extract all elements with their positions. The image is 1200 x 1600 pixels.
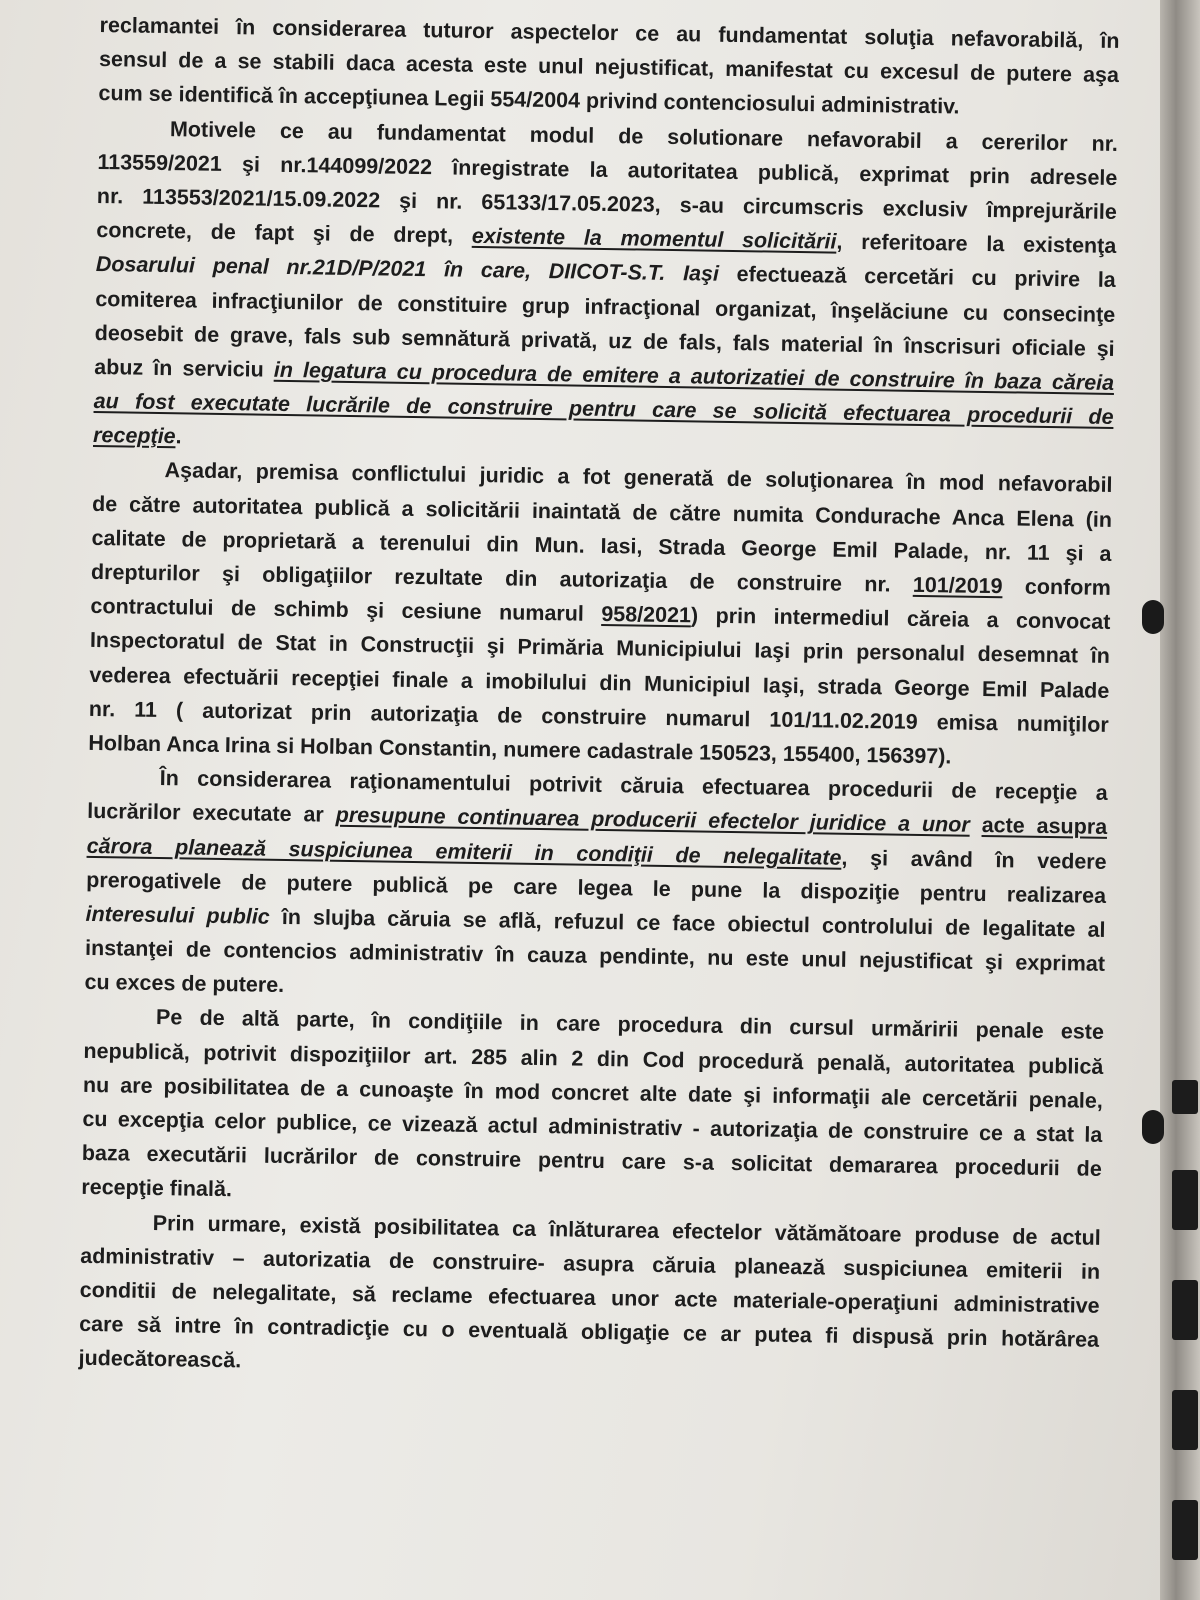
binder-tab <box>1172 1170 1198 1230</box>
text-run: in legatura cu procedura de emitere a autorizatiei de construire în baza căreia <box>273 357 1115 395</box>
text-run: vederea efectuării recepţiei finale a imobilului din Municipiul Iaşi, strada George Emil Palade <box>89 662 1110 703</box>
text-run: , şi având în vedere <box>841 845 1107 874</box>
text-run: efectuează cercetări cu privire la <box>718 262 1116 293</box>
text-run: 958/2021 <box>601 602 692 628</box>
text-run: în slujba căruia se află, refuzul ce face obiectul controlului de legalitate al <box>269 904 1106 942</box>
text-run: cărora planează suspiciunea emiterii in condiţii de nelegalitate <box>86 833 842 870</box>
text-run: concrete, de fapt şi de drept, <box>96 218 473 248</box>
text-run: care să intre în contradicţie cu o eventuală obligaţie ce ar putea fi dispusă prin hotărârea <box>79 1311 1100 1352</box>
paragraph <box>93 111 1118 469</box>
punch-hole <box>1142 600 1164 634</box>
text-run: acte asupra <box>981 813 1108 840</box>
text-run: existente la momentul solicitării <box>471 223 837 254</box>
text-run: ) prin intermediul căreia a convocat <box>690 603 1111 635</box>
text-run: interesului public <box>85 901 270 929</box>
text-run: Dosarului penal nr.21D/P/2021 în care, DIICOT-S.T. Iaşi <box>95 252 720 287</box>
text-run: , referitoare la existenţa <box>836 229 1117 259</box>
text-run: drepturilor şi obligaţiilor rezultate din autorizaţia de construire nr. <box>90 559 914 597</box>
text-run: cu excepţia celor publice, ce vizează actul administrativ - autorizaţia de construire ce a stat la <box>82 1106 1103 1147</box>
text-run: conditii de nelegalitate, să reclame efectuarea unor acte materiale-operaţiuni administrative <box>79 1277 1100 1318</box>
text-run: au fost executate lucrările de construire pentru care se solicită efectuarea procedurii de <box>93 389 1114 430</box>
text-run: judecătorească. <box>78 1346 242 1373</box>
text-run: baza executării lucrărilor de construire pentru care s-a solicitat demararea procedurii de <box>81 1141 1102 1182</box>
punch-hole <box>1142 1110 1164 1144</box>
text-run: de către autoritatea publică a solicitării inaintată de către numita Condurache Anca Elena (in <box>91 491 1113 532</box>
text-run: contractului de schimb şi cesiune numarul <box>90 594 602 627</box>
binder-tab <box>1172 1390 1198 1450</box>
text-run: nepublică, potrivit dispoziţiilor art. 285 alin 2 din Cod procedură penală, autoritatea publică <box>83 1038 1104 1079</box>
text-run: presupune continuarea producerii efectelor juridice a unor <box>335 803 970 838</box>
text-run: sensul de a se stabili daca acesta este unul nejustificat, manifestat cu excesul de putere aşa <box>98 47 1120 88</box>
text-run: Holban Anca Irina si Holban Constantin, numere cadastrale 150523, 155400, 156397). <box>88 730 952 769</box>
binder-tab <box>1172 1080 1198 1114</box>
paragraph <box>88 452 1113 776</box>
text-run: comiterea infracţiunilor de constituire grup infracţional organizat, înşelăciune cu consecinţe <box>95 286 1116 327</box>
text-run: deosebit de grave, fals sub semnătură privată, uz de fals, fals material în înscrisuri oficiale şi <box>94 320 1115 361</box>
text-run: nr. 11 ( autorizat prin autorizaţia de construire numarul 101/11.02.2019 emisa numiţilor <box>88 696 1109 737</box>
text-run: 113559/2021 şi nr.144099/2022 înregistrate la autoritatea publică, exprimat prin adresele <box>97 149 1118 190</box>
text-run: Prin urmare, există posibilitatea ca înlăturarea efectelor vătămătoare produse de actul <box>152 1210 1101 1250</box>
text-run: reclamantei în considerarea tuturor aspectelor ce au fundamentat soluţia nefavorabilă, în <box>99 12 1120 54</box>
text-run: În considerarea raţionamentului potrivit căruia efectuarea procedurii de recepţie a <box>159 766 1108 806</box>
binder-tab <box>1172 1280 1198 1340</box>
text-run: calitate de proprietară a terenului din Mun. Iasi, Strada George Emil Palade, nr. 11 şi a <box>91 525 1112 566</box>
text-run: prerogativele de putere publică pe care legea le pune la dispoziţie pentru realizarea <box>85 867 1107 908</box>
text-run: cu exces de putere. <box>84 970 285 998</box>
text-run <box>970 813 982 837</box>
text-run: . <box>175 424 182 449</box>
paragraph <box>78 1204 1101 1391</box>
text-run: cum se identifică în accepţiunea Legii 554/2004 privind contenciosului administrativ. <box>98 81 960 119</box>
text-run: lucrărilor executate ar <box>87 799 336 828</box>
text-run: conform <box>1002 574 1112 600</box>
text-run: Aşadar, premisa conflictului juridic a fot generată de soluţionarea în mod nefavorabil <box>164 458 1113 498</box>
text-run: recepţie finală. <box>81 1175 233 1202</box>
binder-tab <box>1172 1500 1198 1560</box>
document-body <box>78 0 1119 1391</box>
paragraph <box>84 760 1108 1015</box>
text-run: recepţie <box>92 423 176 449</box>
text-run: nr. 113553/2021/15.09.2022 şi nr. 65133/17.05.2023, s-au circumscris exclusiv împrejurările <box>96 183 1117 224</box>
text-run: administrativ – autorizatia de construire- asupra căruia planează suspiciunea emiterii in <box>80 1243 1101 1284</box>
text-run: Motivele ce au fundamentat modul de solutionare nefavorabil a cererilor nr. <box>169 116 1119 156</box>
text-run: 101/2019 <box>912 572 1003 599</box>
text-run: Inspectoratul de Stat in Construcţii şi Primăria Municipiului Iaşi prin personalul desemnat în <box>89 628 1111 669</box>
paragraph <box>98 8 1119 127</box>
text-run: Pe de altă parte, în condiţiile in care procedura din cursul urmăririi penale este <box>155 1005 1105 1045</box>
paragraph <box>81 999 1104 1220</box>
page-edge <box>1160 0 1200 1600</box>
text-run: abuz în serviciu <box>94 354 275 382</box>
text-run: instanţei de contencios administrativ în cauza pendinte, nu este unul nejustificat şi exprimat <box>84 935 1106 976</box>
text-run: nu are posibilitatea de a cunoaşte în mod concret alte date şi informaţii ale cercetării penale, <box>82 1072 1104 1113</box>
